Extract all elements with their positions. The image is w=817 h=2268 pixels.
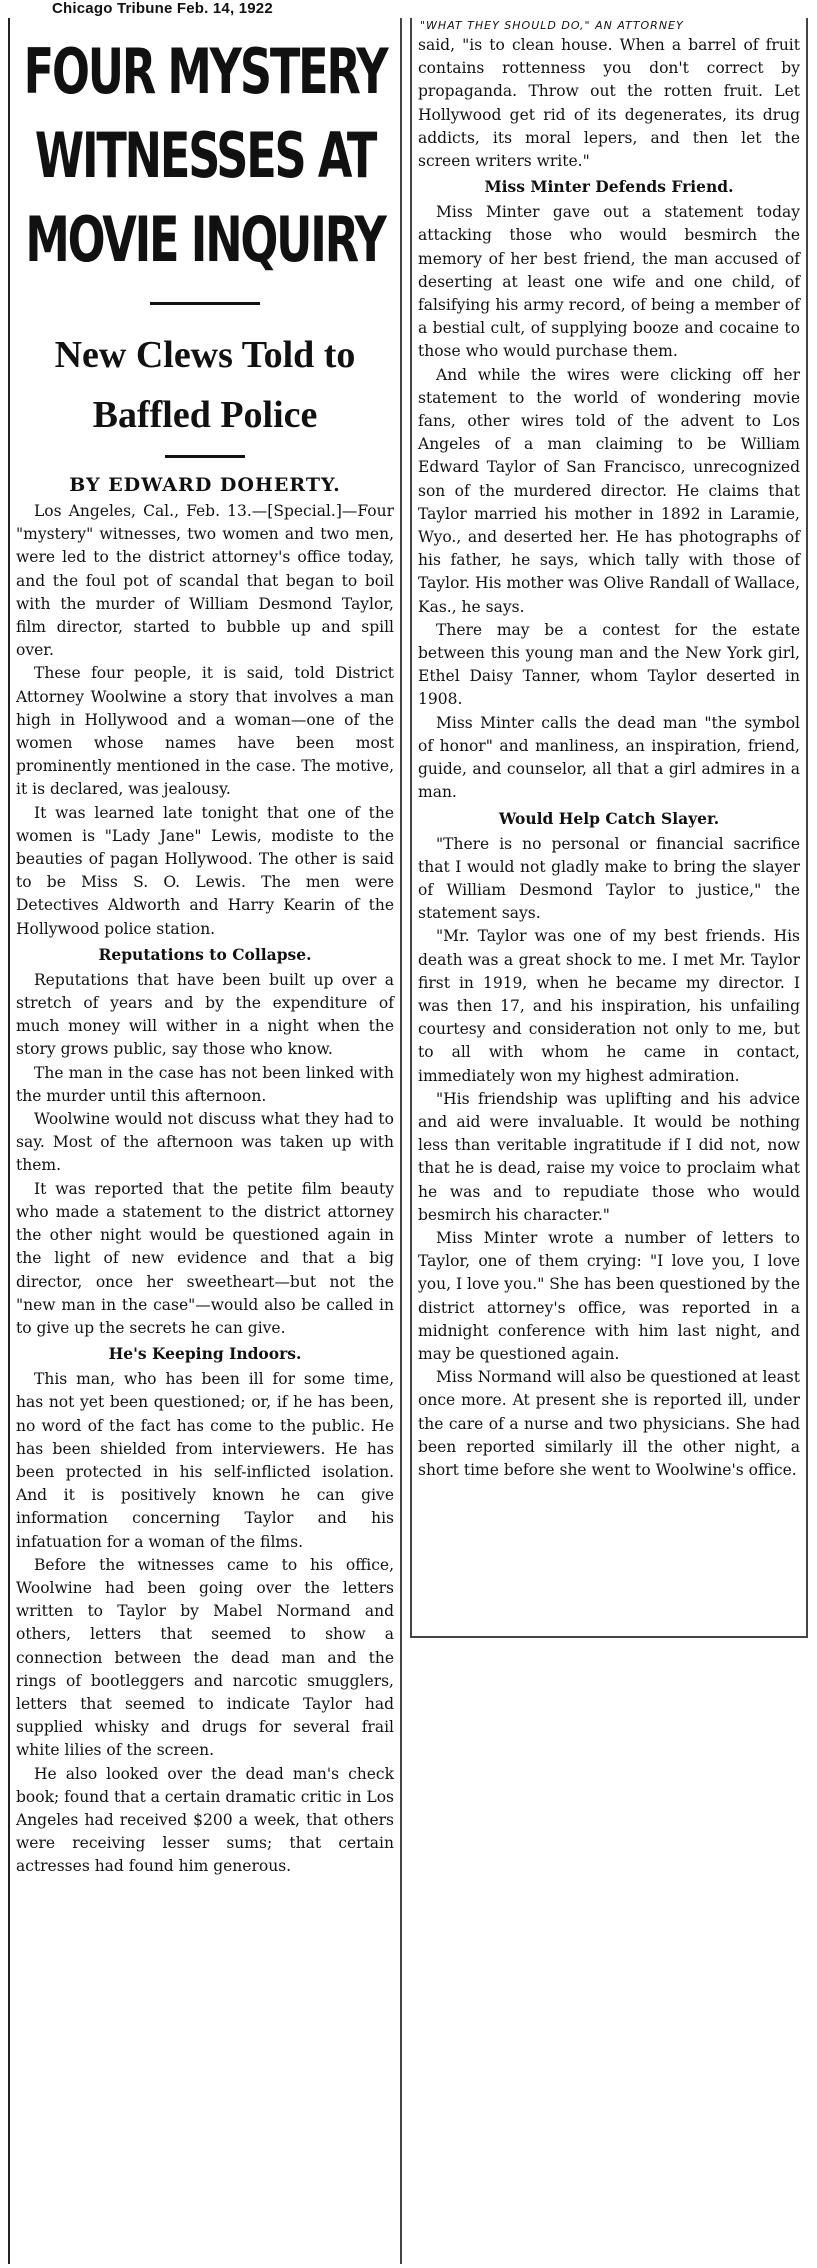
article-paragraph: Woolwine would not discuss what they had to say. Most of the afternoon was taken up with them. xyxy=(16,1110,394,1175)
article-paragraph: This man, who has been ill for some time, has not yet been questioned; or, if he has been, no word of the fact has come to the public. He has been shielded from interviewers. He has been protected in his self-inflicted isolation. And it is positively known he can give information concerning Taylor and his infatuation for a woman of the films. xyxy=(16,1370,394,1551)
masthead: Chicago Tribune Feb. 14, 1922 xyxy=(52,0,273,17)
subheadline-line: New Clews Told to xyxy=(54,334,356,376)
right-column xyxy=(410,18,808,1638)
article-paragraph: "His friendship was uplifting and his advice and aid were invaluable. It would be nothing less than veritable ingratitude if I did not, now that he is dead, raise my voice to proclaim what he was and to repudiate those who would besmirch his character." xyxy=(418,1089,800,1224)
article-paragraph: "There is no personal or financial sacrifice that I would not gladly make to bring the slayer of William Desmond Taylor to justice," the statement says. xyxy=(418,834,800,923)
article-paragraph: It was reported that the petite film beauty who made a statement to the district attorney the other night would be questioned again in the light of new evidence and that a big director, once her sweetheart—but not the "new man in the case"—would also be called in to give up the secrets he can give. xyxy=(16,1179,394,1337)
subheadline xyxy=(10,325,400,445)
article-paragraph: Los Angeles, Cal., Feb. 13.—[Special.]—Four "mystery" witnesses, two women and two men, were led to the district attorney's office today, and the foul pot of scandal that began to boil with the murder of William Desmond Taylor, film director, started to bubble up and spill over. xyxy=(16,502,394,660)
article-paragraph: Miss Normand will also be questioned at least once more. At present she is reported ill, under the care of a nurse and two physicians. She had been reported similarly ill the other night, a short time before she went to Woolwine's office. xyxy=(418,1368,800,1479)
headline-line: WITNESSES AT xyxy=(34,119,376,192)
article-paragraph: Before the witnesses came to his office, Woolwine had been going over the letters written to Taylor by Mabel Normand and others, letters that seemed to show a connection between the dead man and the rings of bootleggers and narcotic smugglers, letters that seemed to indicate Taylor had supplied whisky and drugs for several frail white lilies of the screen. xyxy=(16,1555,394,1760)
article-paragraph: He also looked over the dead man's check book; found that a certain dramatic critic in Los Angeles had received $200 a week, that others were receiving lesser sums; that certain actresses had found him generous. xyxy=(16,1764,394,1876)
divider-rule xyxy=(165,455,245,458)
crosshead: He's Keeping Indoors. xyxy=(108,1344,302,1364)
article-paragraph: Miss Minter wrote a number of letters to Taylor, one of them crying: "I love you, I love you, I love you." She has been questioned by the district attorney's office, was reported in a midnight conference with him last night, and may be questioned again. xyxy=(418,1228,800,1363)
article-paragraph: "Mr. Taylor was one of my best friends. His death was a great shock to me. I met Mr. Taylor first in 1919, when he became my director. I was then 17, and his inspiration, his unfailing courtesy and consideration not only to me, but to all with whom he came in contact, immediately won my highest admiration. xyxy=(418,927,800,1085)
crosshead: Reputations to Collapse. xyxy=(98,944,312,964)
article-paragraph: Miss Minter gave out a statement today attacking those who would besmirch the memory of her best friend, the man accused of deserting at least one wife and one child, of falsifying his army record, of being a member of a bestial cult, of supplying booze and cocaine to those who would purchase them. xyxy=(418,203,800,361)
article-paragraph: said, "is to clean house. When a barrel of fruit contains rottenness you don't correct by propaganda. Throw out the rotten fruit. Let Hollywood get rid of its degenerates, its drug addicts, its moral lepers, and then let the screen writers write." xyxy=(418,36,800,171)
article-paragraph: It was learned late tonight that one of the women is "Lady Jane" Lewis, modiste to the beauties of pagan Hollywood. The other is said to be Miss S. O. Lewis. The men were Detectives Aldworth and Harry Kearin of the Hollywood police station. xyxy=(16,803,394,938)
byline: BY EDWARD DOHERTY. xyxy=(69,474,341,496)
headline-line: FOUR MYSTERY xyxy=(23,35,387,108)
article-paragraph: Reputations that have been built up over a stretch of years and by the expenditure of much money will wither in a night when the story grows public, say those who know. xyxy=(16,970,394,1059)
headline-line: MOVIE INQUIRY xyxy=(25,203,385,276)
crosshead: Miss Minter Defends Friend. xyxy=(484,177,734,197)
article-paragraph: And while the wires were clicking off her statement to the world of wondering movie fans, other wires told of the advent to Los Angeles of a man claiming to be William Edward Taylor of San Francisco, unrecognized son of the murdered director. He claims that Taylor married his mother in 1892 in Laramie, Wyo., and deserted her. He has photographs of his father, he says, which tally with those of Taylor. His mother was Olive Randall of Wallace, Kas., he says. xyxy=(418,365,800,616)
article-paragraph: These four people, it is said, told District Attorney Woolwine a story that involves a man high in Hollywood and a woman—one of the women whose names have been most prominently mentioned in the case. The motive, it is declared, was jealousy. xyxy=(16,664,394,799)
left-column xyxy=(8,18,402,2264)
article-paragraph: Miss Minter calls the dead man "the symbol of honor" and manliness, an inspiration, friend, guide, and counselor, all that a girl admires in a man. xyxy=(418,713,800,802)
handwritten-annotation: "WHAT THEY SHOULD DO," AN ATTORNEY xyxy=(420,19,684,32)
crosshead: Would Help Catch Slayer. xyxy=(498,808,720,828)
subheadline-line: Baffled Police xyxy=(92,394,318,436)
headline xyxy=(21,30,388,282)
divider-rule xyxy=(150,302,260,305)
column-end-rule xyxy=(410,1636,808,1638)
article-paragraph: The man in the case has not been linked with the murder until this afternoon. xyxy=(16,1063,394,1105)
article-paragraph: There may be a contest for the estate between this young man and the New York girl, Ethel Daisy Tanner, whom Taylor deserted in 1908. xyxy=(418,620,800,709)
